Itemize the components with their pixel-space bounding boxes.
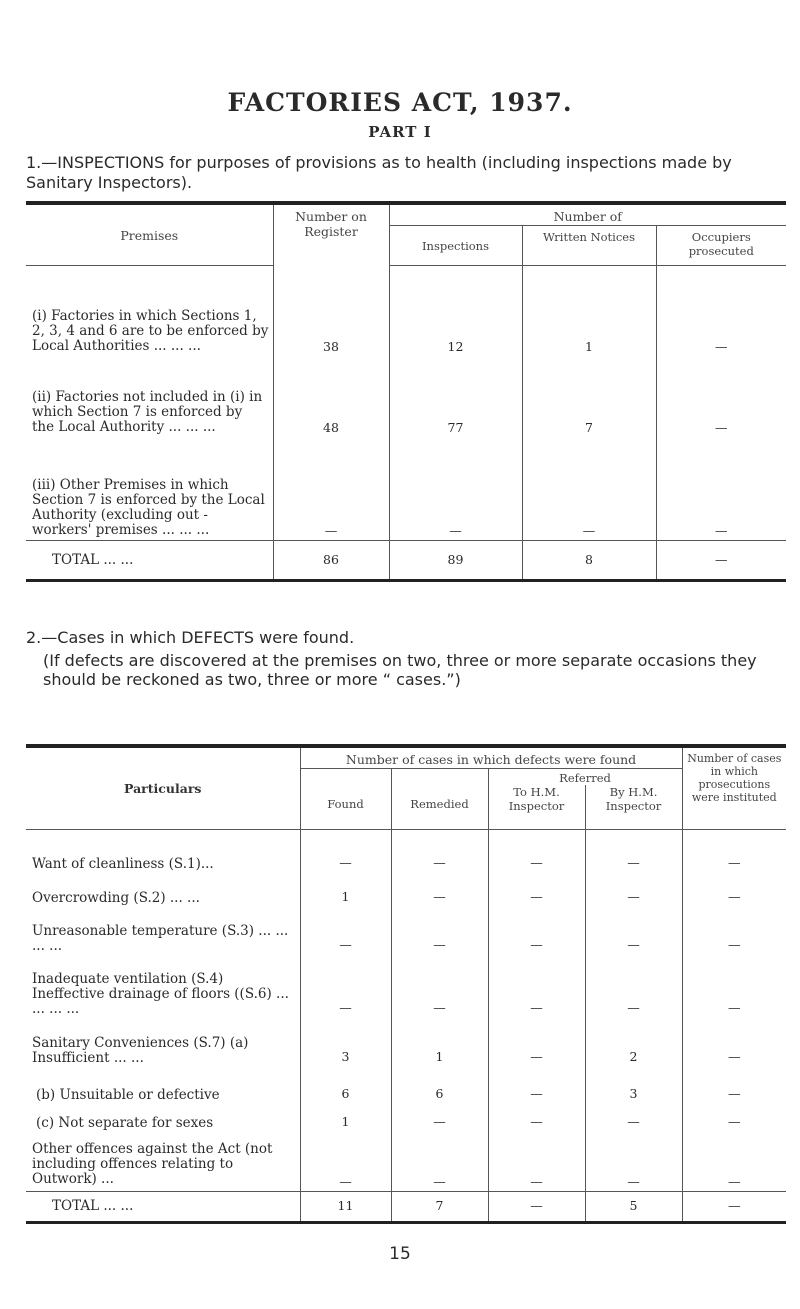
- header-cases-group: Number of cases in which defects were found: [300, 746, 682, 769]
- section2-note: (If defects are discovered at the premises on two, three or more separate occasions they should be reckoned as two, three or more “ cases.”): [43, 651, 757, 689]
- row-label: (b) Unsuitable or defective: [36, 1087, 220, 1103]
- header-remedied: Remedied: [391, 769, 488, 830]
- total-remedied: 7: [391, 1191, 488, 1222]
- cell-register: 38: [273, 266, 389, 356]
- cell-prosecutions: —: [682, 906, 786, 954]
- total-row: [26, 1191, 786, 1222]
- total-found: 11: [300, 1191, 391, 1222]
- cell-by-hm: —: [585, 872, 682, 906]
- cell-by-hm: —: [585, 1103, 682, 1131]
- table-row: [26, 266, 786, 356]
- cell-found: 6: [300, 1066, 391, 1103]
- row-label: Sanitary Conveniences (S.7) (a) Insufficient ... ...: [32, 1035, 249, 1066]
- row-label: (ii) Factories not included in (i) in which Section 7 is enforced by the Local Authority ... ... ...: [32, 388, 263, 435]
- cell-to-hm: —: [488, 829, 585, 872]
- row-label: Inadequate ventilation (S.4) Ineffective drainage of floors ((S.6) ... ... ... ...: [32, 971, 289, 1017]
- cell-remedied: —: [391, 1131, 488, 1191]
- cell-notices: 1: [522, 266, 656, 356]
- header-premises: Premises: [120, 227, 179, 243]
- cell-by-hm: —: [585, 829, 682, 872]
- total-label: TOTAL ... ...: [26, 1191, 300, 1222]
- row-label: Want of cleanliness (S.1)...: [26, 829, 300, 872]
- header-prosecutions: Number of cases in which prosecutions were instituted: [682, 746, 786, 829]
- cell-inspections: —: [389, 437, 522, 541]
- total-notices: 8: [522, 541, 656, 581]
- table-row: [26, 1066, 786, 1103]
- cell-remedied: —: [391, 1103, 488, 1131]
- cell-remedied: —: [391, 954, 488, 1017]
- table-row: [26, 1017, 786, 1066]
- section1-heading: 1.—INSPECTIONS for purposes of provisions as to health (including inspections made by Sanitary Inspectors).: [26, 153, 732, 192]
- section2-heading: 2.—Cases in which DEFECTS were found.: [26, 628, 355, 647]
- row-label: (i) Factories in which Sections 1, 2, 3, 4 and 6 are to be enforced by Local Authorities ... ... ...: [26, 266, 273, 356]
- cell-prosecutions: —: [682, 829, 786, 872]
- cell-by-hm: —: [585, 954, 682, 1017]
- table-row: [26, 437, 786, 541]
- cell-inspections: 77: [389, 356, 522, 437]
- cell-found: —: [300, 954, 391, 1017]
- total-prosecuted: —: [656, 541, 786, 581]
- header-written-notices: Written Notices: [522, 226, 656, 266]
- cell-found: —: [300, 829, 391, 872]
- inspections-table: [26, 201, 786, 582]
- header-to-hm-inspector: To H.M. Inspector: [488, 785, 585, 829]
- document-title: FACTORIES ACT, 1937.: [227, 88, 573, 117]
- table-row: [26, 1103, 786, 1131]
- cell-found: —: [300, 1131, 391, 1191]
- table-row: [26, 1131, 786, 1191]
- total-row: [26, 541, 786, 581]
- cell-prosecutions: —: [682, 1017, 786, 1066]
- cell-prosecutions: —: [682, 1131, 786, 1191]
- cell-inspections: 12: [389, 266, 522, 356]
- row-label: (iii) Other Premises in which Section 7 is enforced by the Local Authority (excluding out - workers' premises ... ... ...: [32, 477, 265, 538]
- cell-to-hm: —: [488, 1103, 585, 1131]
- cell-found: —: [300, 906, 391, 954]
- header-particulars: Particulars: [124, 780, 202, 796]
- total-to-hm: —: [488, 1191, 585, 1222]
- cell-to-hm: —: [488, 872, 585, 906]
- cell-prosecutions: —: [682, 872, 786, 906]
- cell-remedied: —: [391, 906, 488, 954]
- cell-notices: —: [522, 437, 656, 541]
- cell-remedied: —: [391, 872, 488, 906]
- header-found: Found: [300, 769, 391, 830]
- header-register: Number on Register: [273, 203, 389, 266]
- page-number: 15: [389, 1244, 411, 1264]
- table-row: [26, 906, 786, 954]
- cell-notices: 7: [522, 356, 656, 437]
- cell-remedied: —: [391, 829, 488, 872]
- total-label: TOTAL ... ...: [26, 541, 273, 581]
- total-by-hm: 5: [585, 1191, 682, 1222]
- cell-to-hm: —: [488, 1017, 585, 1066]
- table-row: [26, 829, 786, 872]
- cell-register: 48: [273, 356, 389, 437]
- cell-found: 1: [300, 872, 391, 906]
- table-row: [26, 954, 786, 1017]
- cell-prosecuted: —: [656, 437, 786, 541]
- header-referred: Referred: [488, 769, 682, 786]
- cell-by-hm: 2: [585, 1017, 682, 1066]
- row-label: Unreasonable temperature (S.3) ... ... ... ...: [32, 923, 289, 954]
- cell-prosecutions: —: [682, 954, 786, 1017]
- header-inspections: Inspections: [389, 226, 522, 266]
- total-inspections: 89: [389, 541, 522, 581]
- cell-by-hm: —: [585, 906, 682, 954]
- cell-remedied: 1: [391, 1017, 488, 1066]
- header-by-hm-inspector: By H.M. Inspector: [585, 785, 682, 829]
- defects-table: [26, 744, 786, 1224]
- header-occupiers-prosecuted: Occupiers prosecuted: [656, 226, 786, 266]
- row-label: Other offences against the Act (not including offences relating to Outwork) ...: [32, 1140, 273, 1187]
- cell-to-hm: —: [488, 1066, 585, 1103]
- total-register: 86: [273, 541, 389, 581]
- cell-to-hm: —: [488, 1131, 585, 1191]
- cell-found: 1: [300, 1103, 391, 1131]
- cell-prosecuted: —: [656, 356, 786, 437]
- row-label: Overcrowding (S.2) ... ...: [32, 890, 200, 906]
- cell-found: 3: [300, 1017, 391, 1066]
- cell-by-hm: 3: [585, 1066, 682, 1103]
- total-prosecutions: —: [682, 1191, 786, 1222]
- cell-remedied: 6: [391, 1066, 488, 1103]
- row-label: (c) Not separate for sexes: [36, 1115, 214, 1131]
- cell-to-hm: —: [488, 906, 585, 954]
- cell-prosecuted: —: [656, 266, 786, 356]
- cell-prosecutions: —: [682, 1103, 786, 1131]
- cell-prosecutions: —: [682, 1066, 786, 1103]
- part-label: PART I: [368, 123, 432, 141]
- cell-register: —: [273, 437, 389, 541]
- cell-by-hm: —: [585, 1131, 682, 1191]
- table-row: [26, 872, 786, 906]
- header-number-of: Number of: [389, 203, 786, 226]
- table-row: [26, 356, 786, 437]
- cell-to-hm: —: [488, 954, 585, 1017]
